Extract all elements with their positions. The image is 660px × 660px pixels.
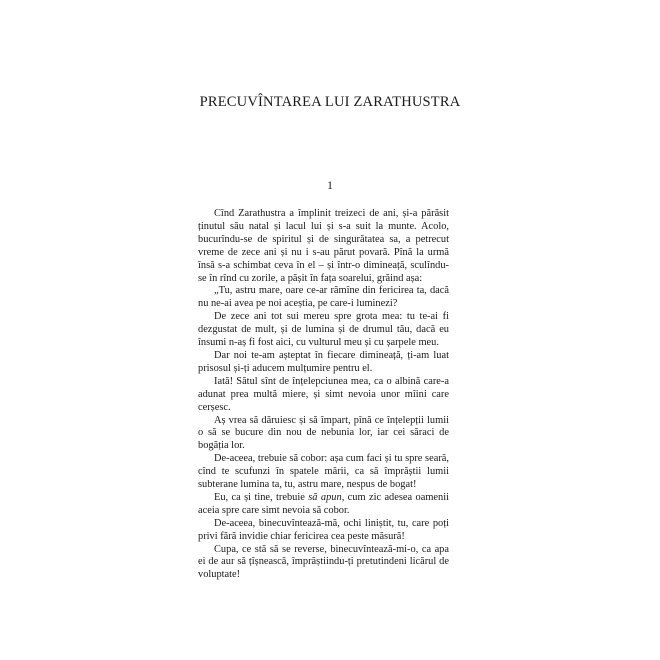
paragraph-text: Eu, ca și tine, trebuie — [214, 491, 309, 503]
chapter-title: PRECUVÎNTAREA LUI ZARATHUSTRA — [199, 94, 461, 110]
paragraph: Cînd Zarathustra a împlinit treizeci de ani, și-a părăsit ținutul său natal și lacul lui și s-a suit la munte. Acolo, bucurîndu-se de spiritul și de singurătatea sa, a petrecut vreme de zece ani și nu i s-au părut povară. Pînă la urmă însă s-a schimbat ceva în el – și într-o dimineață, sculîndu-se în rînd cu zorile, a pășit în fața soarelui, grăind așa: — [198, 208, 449, 284]
paragraph: De-aceea, binecuvîntează-mă, ochi liniștit, tu, care poți privi fără invidie chiar fericirea cea peste măsură! — [198, 517, 449, 542]
paragraph: Iată! Sătul sînt de înțelepciunea mea, ca o albină care-a adunat prea multă miere, și simt nevoia unor mîini care cerșesc. — [198, 375, 449, 413]
paragraph: De zece ani tot sui mereu spre grota mea: tu te-ai fi dezgustat de mult, și de lumina și de drumul tău, dacă eu însumi n-aș fi fost aici, cu vulturul meu și cu șarpele meu. — [198, 311, 449, 349]
paragraph-text: , cum zic adesea oamenii aceia spre care simt nevoia să cobor. — [198, 491, 449, 516]
paragraph: De-aceea, trebuie să cobor: așa cum faci și tu spre seară, cînd te scufunzi în spatele mării, ca să împrăștii lumii subterane lumina ta, tu, astru mare, nespus de bogat! — [198, 453, 449, 491]
italic-phrase: să apun — [308, 491, 342, 503]
paragraph: Cupa, ce stă să se reverse, binecuvîntează-mi-o, ca apa ei de aur să țîșnească, împrăștiindu-ți pretutindeni licărul de voluptate! — [198, 543, 449, 581]
paragraph: Aș vrea să dăruiesc și să împart, pînă ce înțelepții lumii o să se bucure din nou de nebunia lor, iar cei săraci de bogăția lor. — [198, 414, 449, 452]
section-number: 1 — [327, 178, 333, 192]
body-text — [198, 208, 449, 582]
paragraph: Dar noi te-am așteptat în fiecare dimineață, ți-am luat prisosul și-ți aducem mulțumire pentru el. — [198, 349, 449, 374]
paragraph — [198, 492, 449, 518]
paragraph: „Tu, astru mare, oare ce-ar rămîne din fericirea ta, dacă nu ne-ai avea pe noi aceștia, pe care-i luminezi? — [198, 285, 449, 310]
